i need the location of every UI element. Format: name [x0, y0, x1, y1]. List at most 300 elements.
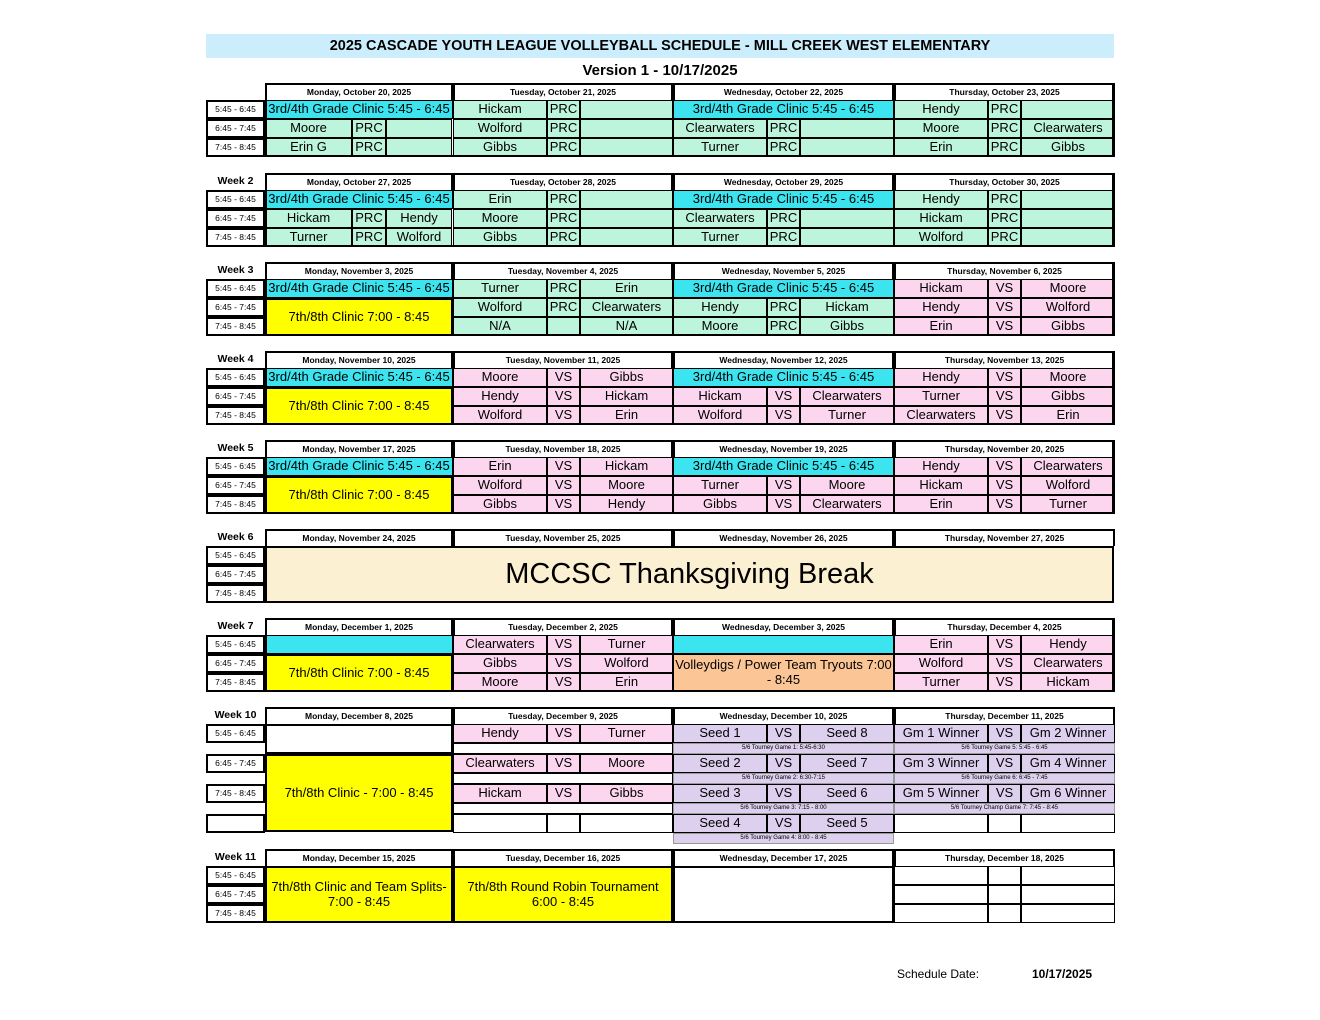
tuesday-game-sep: VS: [547, 784, 580, 803]
monday-clinic: 7th/8th Clinic - 7:00 - 8:45: [265, 754, 453, 832]
time-slot: 7:45 - 8:45: [206, 406, 265, 425]
day-header: Monday, December 8, 2025: [265, 707, 453, 724]
wednesday-tourney-note: 5/6 Tourney Game 1: 5:45-6:30: [673, 743, 894, 754]
tuesday-game-team-b: Wolford: [580, 654, 673, 673]
wednesday-game-sep: VS: [767, 387, 800, 406]
thursday-winner-game-team-a: Gm 3 Winner: [894, 754, 988, 773]
day-header: Monday, November 3, 2025: [265, 262, 453, 279]
monday-game-sep: PRC: [352, 228, 386, 247]
tuesday-game-team-a: Turner: [453, 279, 547, 298]
monday-clinic: 7th/8th Clinic 7:00 - 8:45: [265, 654, 453, 692]
week-label: Week 2: [217, 174, 254, 187]
tuesday-game-team-a: Clearwaters: [453, 754, 547, 773]
tuesday-game-team-b: [580, 100, 673, 119]
week-label: Week 11: [214, 850, 257, 863]
thursday-winner-game-team-b: Gm 4 Winner: [1021, 754, 1115, 773]
wednesday-game-team-b: Gibbs: [800, 317, 894, 336]
wednesday-tryouts: Volleydigs / Power Team Tryouts 7:00 - 8:45: [673, 654, 894, 692]
day-header: Thursday, November 6, 2025: [894, 262, 1115, 279]
wednesday-clinic-34: 3rd/4th Grade Clinic 5:45 - 6:45: [673, 100, 894, 119]
tuesday-game-team-a: Gibbs: [453, 654, 547, 673]
day-header: Monday, November 10, 2025: [265, 351, 453, 368]
day-header: Thursday, November 27, 2025: [894, 529, 1115, 546]
time-slot: 7:45 - 8:45: [206, 673, 265, 692]
thanksgiving-break-banner: MCCSC Thanksgiving Break: [265, 546, 1114, 603]
time-slot: 7:45 - 8:45: [206, 784, 265, 803]
tuesday-game-team-b: Erin: [580, 279, 673, 298]
wednesday-empty: [673, 866, 894, 923]
week-label: Week 5: [217, 441, 254, 454]
thursday-empty-b: [1021, 904, 1115, 923]
thursday-winner-game-team-b: Gm 6 Winner: [1021, 784, 1115, 803]
wednesday-game-team-a: Wolford: [673, 406, 767, 425]
time-slot: 6:45 - 7:45: [206, 209, 265, 228]
thursday-game-team-a: Wolford: [894, 654, 988, 673]
wednesday-clinic-34: 3rd/4th Grade Clinic 5:45 - 6:45: [673, 190, 894, 209]
wednesday-game-team-a: Hendy: [673, 298, 767, 317]
wednesday-game-team-a: Hickam: [673, 387, 767, 406]
day-header: Tuesday, December 9, 2025: [453, 707, 673, 724]
thursday-winner-game-sep: VS: [988, 754, 1021, 773]
thursday-empty-b: [1021, 814, 1115, 833]
tuesday-game-team-a: Hendy: [453, 724, 547, 743]
day-header: Monday, October 27, 2025: [265, 173, 453, 190]
day-header: Wednesday, December 10, 2025: [673, 707, 894, 724]
thursday-game-team-a: Clearwaters: [894, 406, 988, 425]
time-slot: 5:45 - 6:45: [206, 635, 265, 654]
schedule-date-label: Schedule Date:: [897, 967, 980, 981]
thursday-empty-sep: [988, 885, 1021, 904]
tuesday-game-team-a: Gibbs: [453, 138, 547, 157]
monday-game-team-a: Hickam: [265, 209, 352, 228]
schedule-date-value: 10/17/2025: [1032, 967, 1093, 981]
thursday-game-team-a: Hickam: [894, 209, 988, 228]
thursday-game-team-a: Erin: [894, 495, 988, 514]
thursday-game-sep: VS: [988, 673, 1021, 692]
thursday-game-team-b: Turner: [1021, 495, 1115, 514]
thursday-winner-game-team-a: Gm 5 Winner: [894, 784, 988, 803]
tuesday-game-team-b: Turner: [580, 635, 673, 654]
time-slot: 5:45 - 6:45: [206, 100, 265, 119]
thursday-game-team-b: [1021, 100, 1115, 119]
wednesday-seed-game-team-a: Seed 3: [673, 784, 767, 803]
wednesday-game-sep: VS: [767, 495, 800, 514]
monday-game-team-b: [386, 119, 452, 138]
thursday-game-sep: VS: [988, 368, 1021, 387]
week-label: Week 10: [214, 708, 257, 721]
tuesday-game-sep: PRC: [547, 279, 580, 298]
thursday-game-team-b: Gibbs: [1021, 138, 1115, 157]
thursday-game-team-a: Hendy: [894, 190, 988, 209]
tuesday-game-sep: PRC: [547, 298, 580, 317]
thursday-game-sep: VS: [988, 654, 1021, 673]
wednesday-game-sep: PRC: [767, 209, 800, 228]
tuesday-game-team-b: Gibbs: [580, 784, 673, 803]
thursday-game-team-b: Gibbs: [1021, 317, 1115, 336]
week-label: Week 6: [217, 530, 254, 543]
monday-clinic-34: 3rd/4th Grade Clinic 5:45 - 6:45: [265, 279, 453, 298]
tuesday-game-sep: VS: [547, 457, 580, 476]
tuesday-game-team-a: Wolford: [453, 298, 547, 317]
tuesday-game-team-a: Moore: [453, 209, 547, 228]
wednesday-game-team-a: Turner: [673, 138, 767, 157]
monday-game-team-b: Hendy: [386, 209, 452, 228]
time-slot: 6:45 - 7:45: [206, 476, 265, 495]
thursday-game-team-a: Hendy: [894, 457, 988, 476]
wednesday-clinic-34: 3rd/4th Grade Clinic 5:45 - 6:45: [673, 279, 894, 298]
time-slot: 6:45 - 7:45: [206, 654, 265, 673]
day-header: Tuesday, December 16, 2025: [453, 849, 673, 866]
time-slot: 7:45 - 8:45: [206, 138, 265, 157]
time-slot: 5:45 - 6:45: [206, 368, 265, 387]
tuesday-game-sep: VS: [547, 476, 580, 495]
thursday-game-sep: VS: [988, 476, 1021, 495]
tuesday-game-sep: VS: [547, 754, 580, 773]
day-header: Monday, October 20, 2025: [265, 83, 453, 100]
wednesday-game-team-b: [800, 228, 894, 247]
wednesday-clinic-34: 3rd/4th Grade Clinic 5:45 - 6:45: [673, 457, 894, 476]
time-slot: 6:45 - 7:45: [206, 565, 265, 584]
time-slot: 6:45 - 7:45: [206, 298, 265, 317]
monday-game-team-a: Turner: [265, 228, 352, 247]
time-slot: 5:45 - 6:45: [206, 190, 265, 209]
thursday-game-team-b: Moore: [1021, 368, 1115, 387]
monday-cyan-slot: [265, 635, 453, 654]
tuesday-game-team-a: Hickam: [453, 784, 547, 803]
week-label: Week 7: [217, 619, 254, 632]
thursday-game-team-a: Turner: [894, 387, 988, 406]
wednesday-game-team-b: Turner: [800, 406, 894, 425]
wednesday-game-team-a: Clearwaters: [673, 119, 767, 138]
day-header: Tuesday, November 4, 2025: [453, 262, 673, 279]
tuesday-game-team-b: Clearwaters: [580, 298, 673, 317]
day-header: Monday, December 1, 2025: [265, 618, 453, 635]
day-header: Tuesday, November 11, 2025: [453, 351, 673, 368]
tuesday-game-team-b: Moore: [580, 754, 673, 773]
page-title: 2025 CASCADE YOUTH LEAGUE VOLLEYBALL SCHEDULE - MILL CREEK WEST ELEMENTARY: [206, 34, 1114, 58]
thursday-game-sep: VS: [988, 279, 1021, 298]
monday-clinic-34: 3rd/4th Grade Clinic 5:45 - 6:45: [265, 100, 453, 119]
day-header: Tuesday, November 18, 2025: [453, 440, 673, 457]
day-header: Wednesday, October 29, 2025: [673, 173, 894, 190]
day-header: Wednesday, October 22, 2025: [673, 83, 894, 100]
tuesday-game-sep: VS: [547, 673, 580, 692]
tuesday-game-team-a: Moore: [453, 368, 547, 387]
day-header: Monday, November 24, 2025: [265, 529, 453, 546]
time-slot: [206, 814, 265, 833]
tuesday-game-sep: VS: [547, 635, 580, 654]
tuesday-game-team-b: Moore: [580, 476, 673, 495]
thursday-game-sep: VS: [988, 495, 1021, 514]
wednesday-tourney-note: 5/6 Tourney Game 4: 8:00 - 8:45: [673, 833, 894, 844]
wednesday-game-team-b: [800, 119, 894, 138]
day-header: Wednesday, November 5, 2025: [673, 262, 894, 279]
thursday-game-team-a: Erin: [894, 635, 988, 654]
tuesday-empty-b: [580, 814, 673, 833]
day-header: Thursday, December 11, 2025: [894, 707, 1115, 724]
tuesday-game-team-a: Hickam: [453, 100, 547, 119]
thursday-game-team-a: Hendy: [894, 100, 988, 119]
tuesday-game-sep: VS: [547, 654, 580, 673]
tuesday-game-team-b: [580, 209, 673, 228]
tuesday-game-sep: PRC: [547, 138, 580, 157]
tuesday-game-team-a: Gibbs: [453, 495, 547, 514]
tuesday-game-team-b: Hickam: [580, 457, 673, 476]
wednesday-game-sep: PRC: [767, 298, 800, 317]
tuesday-game-sep: PRC: [547, 209, 580, 228]
tuesday-empty-sep: [547, 814, 580, 833]
day-header: Monday, November 17, 2025: [265, 440, 453, 457]
thursday-game-team-b: Clearwaters: [1021, 654, 1115, 673]
wednesday-game-team-b: Clearwaters: [800, 495, 894, 514]
thursday-game-sep: PRC: [988, 190, 1021, 209]
thursday-empty-a: [894, 814, 988, 833]
wednesday-game-team-a: Moore: [673, 317, 767, 336]
tuesday-game-sep: VS: [547, 724, 580, 743]
version-subtitle: Version 1 - 10/17/2025: [582, 61, 738, 79]
time-slot: 7:45 - 8:45: [206, 317, 265, 336]
thursday-game-team-b: [1021, 190, 1115, 209]
wednesday-seed-game-team-a: Seed 2: [673, 754, 767, 773]
time-slot: 7:45 - 8:45: [206, 228, 265, 247]
tuesday-game-team-a: Moore: [453, 673, 547, 692]
wednesday-game-team-b: Moore: [800, 476, 894, 495]
time-slot: 6:45 - 7:45: [206, 387, 265, 406]
week-label: [206, 83, 265, 99]
wednesday-seed-game-sep: VS: [767, 724, 800, 743]
thursday-game-team-a: Hickam: [894, 476, 988, 495]
day-header: Thursday, October 30, 2025: [894, 173, 1115, 190]
thursday-winner-game-sep: VS: [988, 784, 1021, 803]
tuesday-game-sep: VS: [547, 368, 580, 387]
wednesday-game-sep: VS: [767, 476, 800, 495]
time-slot: 5:45 - 6:45: [206, 546, 265, 565]
tuesday-game-sep: PRC: [547, 100, 580, 119]
thursday-game-sep: VS: [988, 406, 1021, 425]
monday-clinic: 7th/8th Clinic 7:00 - 8:45: [265, 298, 453, 336]
thursday-game-team-a: Erin: [894, 317, 988, 336]
wednesday-game-team-b: [800, 138, 894, 157]
tuesday-game-team-a: N/A: [453, 317, 547, 336]
tuesday-game-team-b: [580, 228, 673, 247]
time-slot: 5:45 - 6:45: [206, 866, 265, 885]
time-slot: 6:45 - 7:45: [206, 754, 265, 773]
tuesday-game-sep: PRC: [547, 228, 580, 247]
thursday-game-team-b: [1021, 209, 1115, 228]
day-header: Monday, December 15, 2025: [265, 849, 453, 866]
time-slot: 5:45 - 6:45: [206, 724, 265, 743]
thursday-tourney-note: 5/6 Tourney Champ Game 7: 7:45 - 8:45: [894, 803, 1115, 814]
day-header: Wednesday, December 3, 2025: [673, 618, 894, 635]
thursday-empty-a: [894, 885, 988, 904]
day-header: Tuesday, December 2, 2025: [453, 618, 673, 635]
monday-clinic: 7th/8th Clinic 7:00 - 8:45: [265, 476, 453, 514]
tuesday-game-sep: PRC: [547, 119, 580, 138]
thursday-game-team-a: Wolford: [894, 228, 988, 247]
tuesday-game-sep: VS: [547, 495, 580, 514]
thursday-game-sep: VS: [988, 317, 1021, 336]
thursday-game-team-b: [1021, 228, 1115, 247]
thursday-game-team-a: Moore: [894, 119, 988, 138]
tuesday-empty-a: [453, 814, 547, 833]
monday-game-sep: PRC: [352, 138, 386, 157]
wednesday-game-sep: PRC: [767, 119, 800, 138]
time-slot: 7:45 - 8:45: [206, 495, 265, 514]
time-slot: 7:45 - 8:45: [206, 584, 265, 603]
wednesday-seed-game-sep: VS: [767, 784, 800, 803]
tuesday-game-team-a: Wolford: [453, 406, 547, 425]
thursday-tourney-note: 5/6 Tourney Game 6: 6:45 - 7:45: [894, 773, 1115, 784]
thursday-game-team-b: Hendy: [1021, 635, 1115, 654]
tuesday-spacer: [453, 773, 673, 784]
thursday-game-sep: PRC: [988, 100, 1021, 119]
thursday-empty-sep: [988, 814, 1021, 833]
wednesday-seed-game-sep: VS: [767, 754, 800, 773]
monday-game-team-a: Erin G: [265, 138, 352, 157]
thursday-game-team-a: Hickam: [894, 279, 988, 298]
day-header: Thursday, October 23, 2025: [894, 83, 1115, 100]
day-header: Thursday, December 18, 2025: [894, 849, 1115, 866]
monday-game-team-a: Moore: [265, 119, 352, 138]
thursday-game-team-a: Hendy: [894, 368, 988, 387]
week-label: Week 3: [217, 263, 254, 276]
tuesday-game-team-b: Erin: [580, 406, 673, 425]
day-header: Thursday, November 20, 2025: [894, 440, 1115, 457]
wednesday-game-team-b: [800, 209, 894, 228]
thursday-game-team-a: Turner: [894, 673, 988, 692]
thursday-game-team-b: Gibbs: [1021, 387, 1115, 406]
tuesday-game-team-b: Hickam: [580, 387, 673, 406]
day-header: Wednesday, November 19, 2025: [673, 440, 894, 457]
time-slot: 5:45 - 6:45: [206, 279, 265, 298]
wednesday-game-sep: PRC: [767, 138, 800, 157]
thursday-winner-game-sep: VS: [988, 724, 1021, 743]
thursday-game-team-b: Wolford: [1021, 476, 1115, 495]
tuesday-game-team-b: Gibbs: [580, 368, 673, 387]
monday-game-sep: PRC: [352, 209, 386, 228]
wednesday-game-team-a: Turner: [673, 476, 767, 495]
thursday-game-team-b: Erin: [1021, 406, 1115, 425]
wednesday-game-team-b: Hickam: [800, 298, 894, 317]
tuesday-game-team-b: Hendy: [580, 495, 673, 514]
thursday-game-sep: VS: [988, 298, 1021, 317]
thursday-game-sep: VS: [988, 635, 1021, 654]
thursday-empty-b: [1021, 866, 1115, 885]
tuesday-game-team-b: Erin: [580, 673, 673, 692]
thursday-tourney-note: 5/6 Tourney Game 5: 5:45 - 6:45: [894, 743, 1115, 754]
wednesday-clinic-34: 3rd/4th Grade Clinic 5:45 - 6:45: [673, 368, 894, 387]
wednesday-seed-game-sep: VS: [767, 814, 800, 833]
tuesday-game-sep: VS: [547, 406, 580, 425]
thursday-game-sep: PRC: [988, 138, 1021, 157]
thursday-game-sep: VS: [988, 457, 1021, 476]
monday-game-team-b: [386, 138, 452, 157]
tuesday-game-team-b: [580, 138, 673, 157]
day-header: Tuesday, October 21, 2025: [453, 83, 673, 100]
thursday-game-team-b: Clearwaters: [1021, 119, 1115, 138]
monday-clinic-34: 3rd/4th Grade Clinic 5:45 - 6:45: [265, 190, 453, 209]
tuesday-event: 7th/8th Round Robin Tournament 6:00 - 8:45: [453, 866, 673, 923]
tuesday-game-team-a: Hendy: [453, 387, 547, 406]
wednesday-game-sep: PRC: [767, 317, 800, 336]
tuesday-game-team-a: Clearwaters: [453, 635, 547, 654]
day-header: Wednesday, November 26, 2025: [673, 529, 894, 546]
day-header: Wednesday, December 17, 2025: [673, 849, 894, 866]
wednesday-seed-game-team-b: Seed 5: [800, 814, 894, 833]
day-header: Thursday, December 4, 2025: [894, 618, 1115, 635]
thursday-game-sep: PRC: [988, 228, 1021, 247]
thursday-winner-game-team-b: Gm 2 Winner: [1021, 724, 1115, 743]
wednesday-game-team-b: Clearwaters: [800, 387, 894, 406]
wednesday-seed-game-team-b: Seed 7: [800, 754, 894, 773]
tuesday-spacer: [453, 803, 673, 814]
tuesday-game-team-a: Wolford: [453, 476, 547, 495]
tuesday-game-sep: [547, 317, 580, 336]
tuesday-game-team-b: [580, 190, 673, 209]
thursday-winner-game-team-a: Gm 1 Winner: [894, 724, 988, 743]
time-slot: 5:45 - 6:45: [206, 457, 265, 476]
tuesday-game-team-a: Gibbs: [453, 228, 547, 247]
wednesday-game-team-a: Gibbs: [673, 495, 767, 514]
thursday-empty-a: [894, 904, 988, 923]
thursday-empty-a: [894, 866, 988, 885]
monday-empty: [265, 724, 453, 754]
thursday-game-sep: PRC: [988, 209, 1021, 228]
day-header: Thursday, November 13, 2025: [894, 351, 1115, 368]
wednesday-cyan-slot: [673, 635, 894, 654]
monday-clinic-34: 3rd/4th Grade Clinic 5:45 - 6:45: [265, 457, 453, 476]
monday-clinic: 7th/8th Clinic 7:00 - 8:45: [265, 387, 453, 425]
tuesday-game-sep: VS: [547, 387, 580, 406]
wednesday-tourney-note: 5/6 Tourney Game 3: 7:15 - 8:00: [673, 803, 894, 814]
day-header: Tuesday, October 28, 2025: [453, 173, 673, 190]
wednesday-game-sep: VS: [767, 406, 800, 425]
wednesday-game-team-a: Turner: [673, 228, 767, 247]
monday-clinic-34: 3rd/4th Grade Clinic 5:45 - 6:45: [265, 368, 453, 387]
monday-game-team-b: Wolford: [386, 228, 452, 247]
tuesday-spacer: [453, 743, 673, 754]
tuesday-game-team-a: Erin: [453, 457, 547, 476]
tuesday-game-team-b: Turner: [580, 724, 673, 743]
thursday-empty-sep: [988, 904, 1021, 923]
thursday-game-team-b: Wolford: [1021, 298, 1115, 317]
thursday-empty-sep: [988, 866, 1021, 885]
thursday-game-team-b: Moore: [1021, 279, 1115, 298]
tuesday-game-team-a: Wolford: [453, 119, 547, 138]
week-label: Week 4: [217, 352, 254, 365]
tuesday-game-team-b: N/A: [580, 317, 673, 336]
time-slot: 6:45 - 7:45: [206, 119, 265, 138]
tuesday-game-team-b: [580, 119, 673, 138]
wednesday-seed-game-team-b: Seed 8: [800, 724, 894, 743]
wednesday-game-sep: PRC: [767, 228, 800, 247]
wednesday-game-team-a: Clearwaters: [673, 209, 767, 228]
time-slot: 6:45 - 7:45: [206, 885, 265, 904]
day-header: Tuesday, November 25, 2025: [453, 529, 673, 546]
time-slot: 7:45 - 8:45: [206, 904, 265, 923]
tuesday-game-sep: PRC: [547, 190, 580, 209]
thursday-game-sep: PRC: [988, 119, 1021, 138]
tuesday-game-team-a: Erin: [453, 190, 547, 209]
wednesday-seed-game-team-a: Seed 1: [673, 724, 767, 743]
monday-game-sep: PRC: [352, 119, 386, 138]
wednesday-seed-game-team-b: Seed 6: [800, 784, 894, 803]
thursday-game-team-a: Hendy: [894, 298, 988, 317]
thursday-game-team-b: Clearwaters: [1021, 457, 1115, 476]
thursday-empty-b: [1021, 885, 1115, 904]
monday-event: 7th/8th Clinic and Team Splits- 7:00 - 8:45: [265, 866, 453, 923]
day-header: Wednesday, November 12, 2025: [673, 351, 894, 368]
